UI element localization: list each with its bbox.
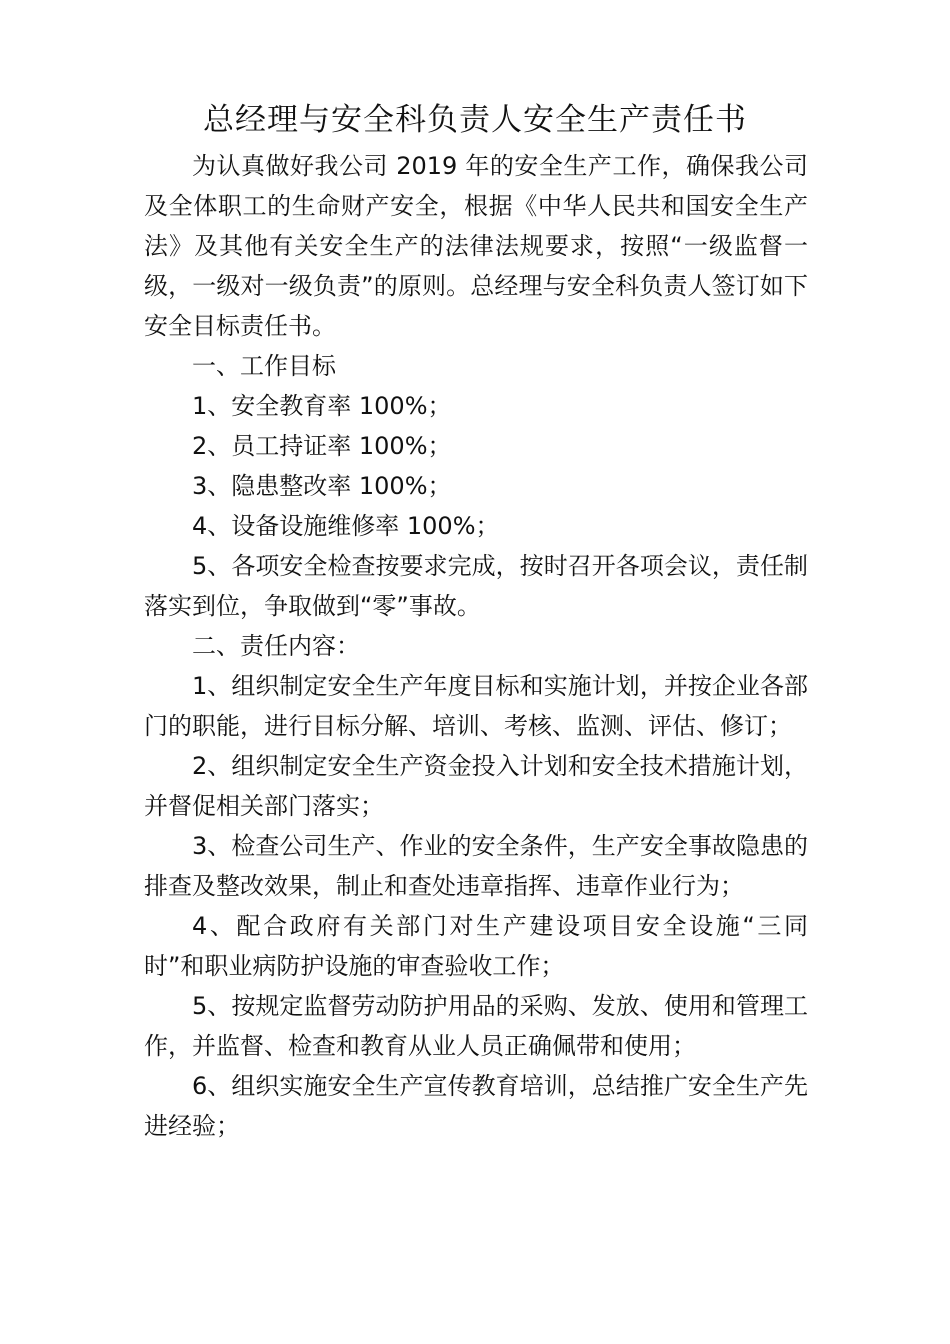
goal-item: 4、设备设施维修率 100%； [192,512,500,540]
responsibility-item: 2、组织制定安全生产资金投入计划和安全技术措施计划，并督促相关部门落实； [144,752,808,820]
goal-item: 1、安全教育率 100%； [192,392,452,420]
goal-item: 2、员工持证率 100%； [192,432,452,460]
responsibility-item: 3、检查公司生产、作业的安全条件，生产安全事故隐患的排查及整改效果，制止和查处违章指挥、违章作业行为； [144,832,808,900]
responsibility-item: 4、配合政府有关部门对生产建设项目安全设施“三同时”和职业病防护设施的审查验收工作； [144,912,808,980]
document-body [144,146,808,1146]
paragraph-intro: 为认真做好我公司 2019 年的安全生产工作，确保我公司及全体职工的生命财产安全，根据《中华人民共和国安全生产法》及其他有关安全生产的法律法规要求，按照“一级监督一级，一级对一级负责”的原则。总经理与安全科负责人签订如下安全目标责任书。 [144,152,808,340]
document-title: 总经理与安全科负责人安全生产责任书 [203,102,747,138]
goal-item: 3、隐患整改率 100%； [192,472,452,500]
responsibility-item: 5、按规定监督劳动防护用品的采购、发放、使用和管理工作，并监督、检查和教育从业人员正确佩带和使用； [144,992,808,1060]
section-heading-goals: 一、工作目标 [192,352,336,380]
responsibility-item: 1、组织制定安全生产年度目标和实施计划，并按企业各部门的职能，进行目标分解、培训、考核、监测、评估、修订； [144,672,808,740]
goal-item: 5、各项安全检查按要求完成，按时召开各项会议，责任制落实到位，争取做到“零”事故。 [144,552,808,620]
section-heading-responsibilities: 二、责任内容： [192,632,360,660]
responsibility-item: 6、组织实施安全生产宣传教育培训，总结推广安全生产先进经验； [144,1072,808,1140]
